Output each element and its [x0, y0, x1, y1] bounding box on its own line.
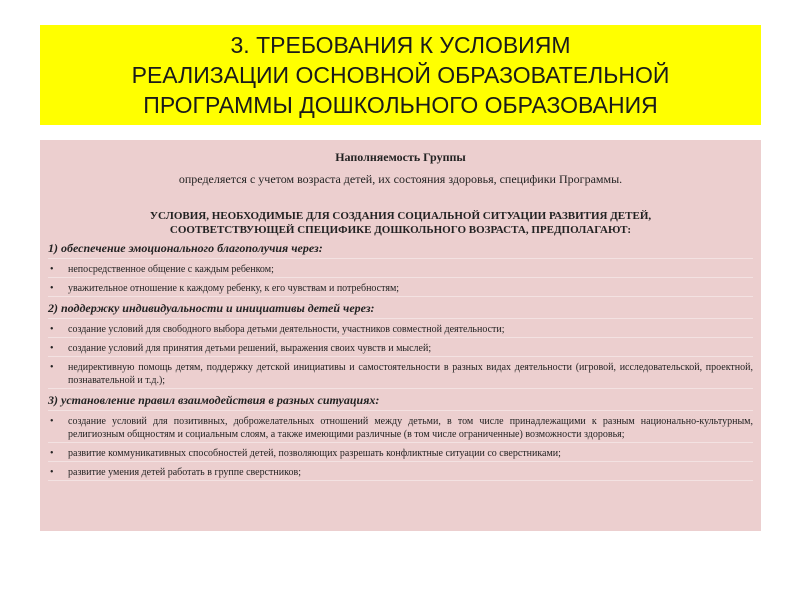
list-item: [48, 466, 753, 481]
bullet-icon: •: [50, 343, 54, 354]
list-item-text: создание условий для принятия детьми решений, выражения своих чувств и мыслей;: [68, 343, 432, 354]
group-heading: Наполняемость Группы: [335, 150, 466, 164]
title-line-2: РЕАЛИЗАЦИИ ОСНОВНОЙ ОБРАЗОВАТЕЛЬНОЙ: [131, 62, 670, 88]
bullet-icon: •: [50, 362, 54, 373]
list-item: [48, 415, 753, 443]
title-line-3: ПРОГРАММЫ ДОШКОЛЬНОГО ОБРАЗОВАНИЯ: [143, 92, 658, 118]
bullet-icon: •: [50, 324, 54, 335]
list-item-text: создание условий для свободного выбора детьми деятельности, участников совместной деятельности;: [68, 324, 505, 335]
group-subtitle: определяется с учетом возраста детей, их состояния здоровья, специфики Программы.: [178, 172, 623, 186]
bullet-icon: •: [50, 467, 54, 478]
bullet-icon: •: [50, 283, 54, 294]
list-item: [48, 342, 753, 357]
title-line-1: 3. ТРЕБОВАНИЯ К УСЛОВИЯМ: [230, 32, 571, 58]
bullet-icon: •: [50, 448, 54, 459]
list-item-text: непосредственное общение с каждым ребенком;: [68, 264, 274, 275]
section-1-title: 1) обеспечение эмоционального благополучия через:: [48, 241, 753, 259]
list-item: [48, 447, 753, 462]
bullet-icon: •: [50, 416, 54, 427]
section-3-title: 3) установление правил взаимодействия в разных ситуациях:: [48, 393, 753, 411]
list-item-text: развитие коммуникативных способностей детей, позволяющих разрешать конфликтные ситуации со сверстниками;: [68, 448, 561, 459]
bullet-icon: •: [50, 264, 54, 275]
list-item-text: уважительное отношение к каждому ребенку, к его чувствам и потребностям;: [68, 283, 400, 294]
conditions-heading-line-1: УСЛОВИЯ, НЕОБХОДИМЫЕ ДЛЯ СОЗДАНИЯ СОЦИАЛЬНОЙ СИТУАЦИИ РАЗВИТИЯ ДЕТЕЙ,: [149, 210, 652, 222]
title-banner: [40, 25, 761, 125]
list-item-text: развитие умения детей работать в группе сверстников;: [68, 467, 301, 478]
content-panel: [40, 140, 761, 531]
list-item: [48, 361, 753, 389]
conditions-heading-line-2: СООТВЕТСТВУЮЩЕЙ СПЕЦИФИКЕ ДОШКОЛЬНОГО ВОЗРАСТА, ПРЕДПОЛАГАЮТ:: [169, 224, 632, 236]
conditions-heading: [48, 209, 753, 237]
section-2-title: 2) поддержку индивидуальности и инициативы детей через:: [48, 301, 753, 319]
list-item: [48, 323, 753, 338]
list-item: [48, 263, 753, 278]
list-item: [48, 282, 753, 297]
list-item-text: недирективную помощь детям, поддержку детской инициативы и самостоятельности в разных видах деятельности (игровой, исследовательской, проектной, познавательной и т.д.);: [68, 362, 753, 386]
list-item-text: создание условий для позитивных, доброжелательных отношений между детьми, в том числе принадлежащими к разным национально-культурным, религиозным общностям и социальным слоям, а также имеющими различные (в том числе ограниченные) возможности здоровья;: [68, 416, 753, 440]
